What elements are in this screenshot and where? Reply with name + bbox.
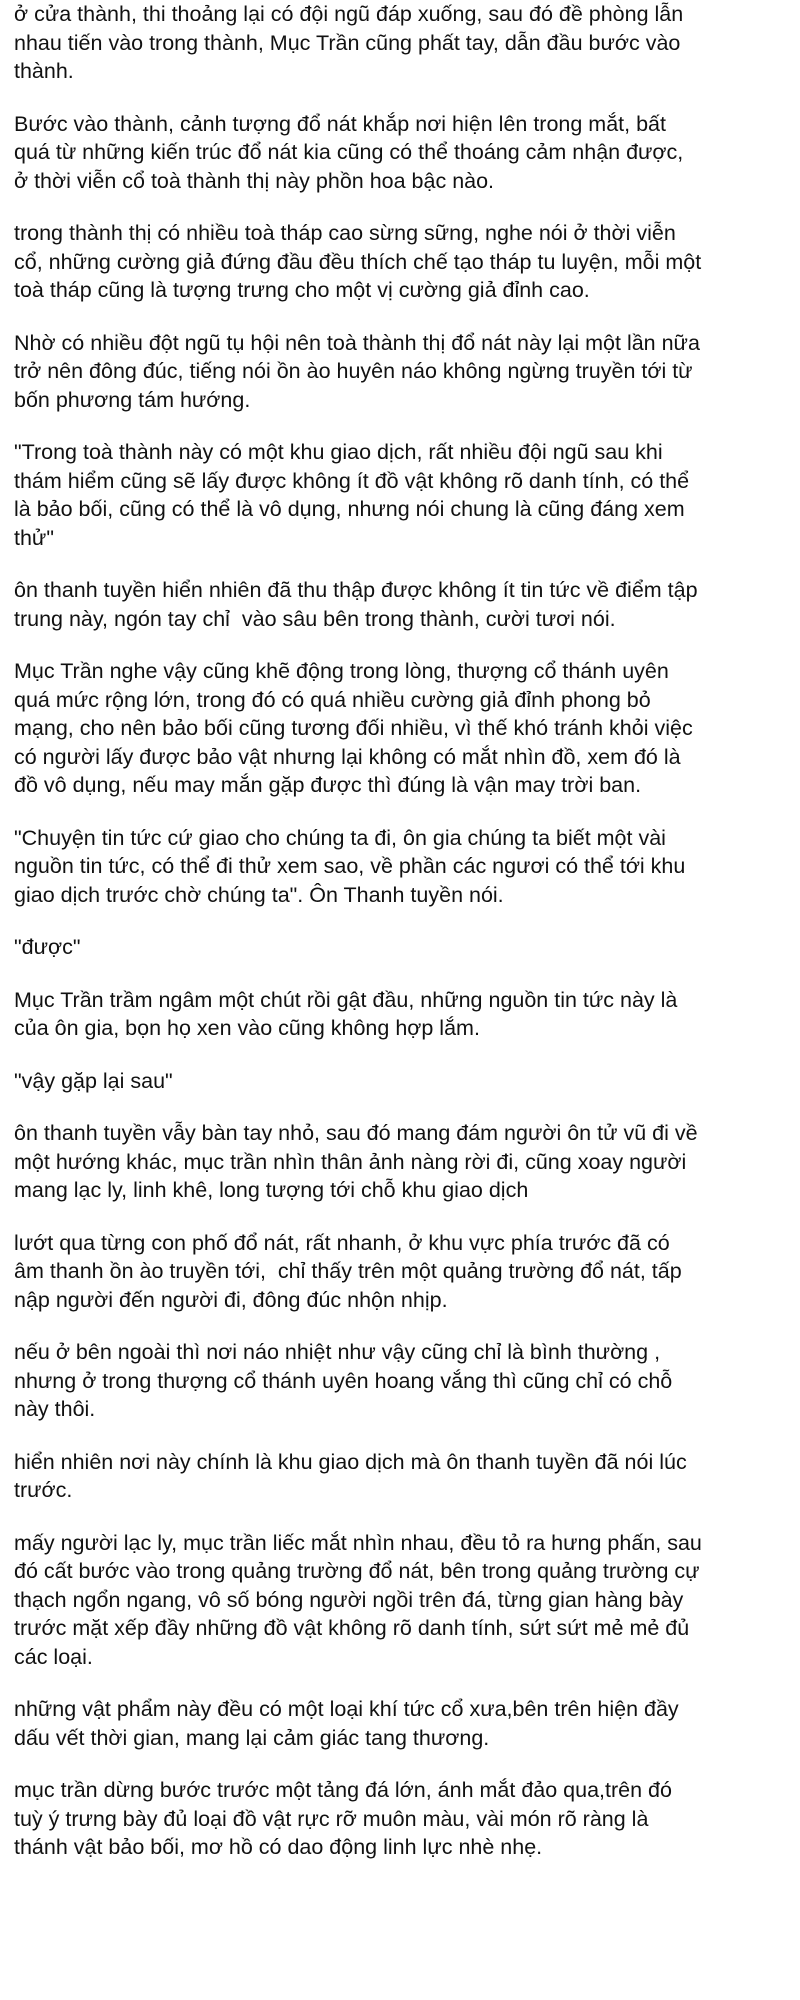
paragraph: trong thành thị có nhiều toà tháp cao sừng sững, nghe nói ở thời viễn cổ, những cường giả đứng đầu đều thích chế tạo tháp tu luyện, mỗi một toà tháp cũng là tượng trưng cho một vị cường giả đỉnh cao. (14, 221, 702, 302)
paragraph: nếu ở bên ngoài thì nơi náo nhiệt như vậy cũng chỉ là bình thường , nhưng ở trong thượng cổ thánh uyên hoang vắng thì cũng chỉ có chỗ này thôi. (14, 1340, 673, 1421)
paragraph: ôn thanh tuyền vẫy bàn tay nhỏ, sau đó mang đám người ôn tử vũ đi về một hướng khác, mục trần nhìn thân ảnh nàng rời đi, cũng xoay người mang lạc ly, linh khê, long tượng tới chỗ khu giao dịch (14, 1121, 698, 1202)
paragraph: Nhờ có nhiều đột ngũ tụ hội nên toà thành thị đổ nát này lại một lần nữa trở nên đông đúc, tiếng nói ồn ào huyên náo không ngừng truyền tới từ bốn phương tám hướng. (14, 330, 700, 412)
paragraph: ôn thanh tuyền hiển nhiên đã thu thập được không ít tin tức về điểm tập trung này, ngón tay chỉ vào sâu bên trong thành, cười tươi nói. (14, 578, 698, 631)
paragraph: mấy người lạc ly, mục trần liếc mắt nhìn nhau, đều tỏ ra hưng phấn, sau đó cất bước vào trong quảng trường đổ nát, bên trong quảng trường cự thạch ngổn ngang, vô số bóng người ngồi trên đá, từng gian hàng bày trước mặt xếp đầy những đồ vật không rõ danh tính, sứt sứt mẻ mẻ đủ các loại. (14, 1530, 702, 1669)
document-page (14, 0, 790, 2000)
paragraph: "vậy gặp lại sau" (14, 1068, 173, 1093)
paragraph: "Trong toà thành này có một khu giao dịch, rất nhiều đội ngũ sau khi thám hiểm cũng sẽ lấy được không ít đồ vật không rõ danh tính, có thể là bảo bối, cũng có thể là vô dụng, nhưng nói chung là cũng đáng xem thử" (14, 440, 690, 550)
paragraph: hiển nhiên nơi này chính là khu giao dịch mà ôn thanh tuyền đã nói lúc trước. (14, 1449, 687, 1502)
paragraph: Mục Trần nghe vậy cũng khẽ động trong lòng, thượng cổ thánh uyên quá mức rộng lớn, trong đó có quá nhiều cường giả đỉnh phong bỏ mạng, cho nên bảo bối cũng tương đối nhiều, vì thế khó tránh khỏi việc có người lấy được bảo vật nhưng lại không có mắt nhìn đồ, xem đó là đồ vô dụng, nếu may mắn gặp được thì đúng là vận may trời ban. (14, 659, 693, 797)
paragraph: "được" (14, 935, 81, 959)
paragraph: ở cửa thành, thi thoảng lại có đội ngũ đáp xuống, sau đó đề phòng lẫn nhau tiến vào trong thành, Mục Trần cũng phất tay, dẫn đầu bước vào thành. (14, 2, 684, 83)
paragraph: những vật phẩm này đều có một loại khí tức cổ xưa,bên trên hiện đầy dấu vết thời gian, mang lại cảm giác tang thương. (14, 1697, 679, 1750)
paragraph: lướt qua từng con phố đổ nát, rất nhanh, ở khu vực phía trước đã có âm thanh ồn ào truyền tới, chỉ thấy trên một quảng trường đổ nát, tấp nập người đến người đi, đông đúc nhộn nhịp. (14, 1230, 682, 1312)
paragraph: mục trần dừng bước trước một tảng đá lớn, ánh mắt đảo qua,trên đó tuỳ ý trưng bày đủ loại đồ vật rực rỡ muôn màu, vài món rõ ràng là thánh vật bảo bối, mơ hồ có dao động linh lực nhè nhẹ. (14, 1778, 672, 1859)
paragraph: Bước vào thành, cảnh tượng đổ nát khắp nơi hiện lên trong mắt, bất quá từ những kiến trúc đổ nát kia cũng có thể thoáng cảm nhận được, ở thời viễn cổ toà thành thị này phồn hoa bậc nào. (14, 111, 684, 193)
paragraph: "Chuyện tin tức cứ giao cho chúng ta đi, ôn gia chúng ta biết một vài nguồn tin tức, có thể đi thử xem sao, về phần các ngươi có thể tới khu giao dịch trước chờ chúng ta". Ôn Thanh tuyền nói. (14, 825, 686, 907)
paragraph: Mục Trần trầm ngâm một chút rồi gật đầu, những nguồn tin tức này là của ôn gia, bọn họ xen vào cũng không hợp lắm. (14, 987, 678, 1040)
